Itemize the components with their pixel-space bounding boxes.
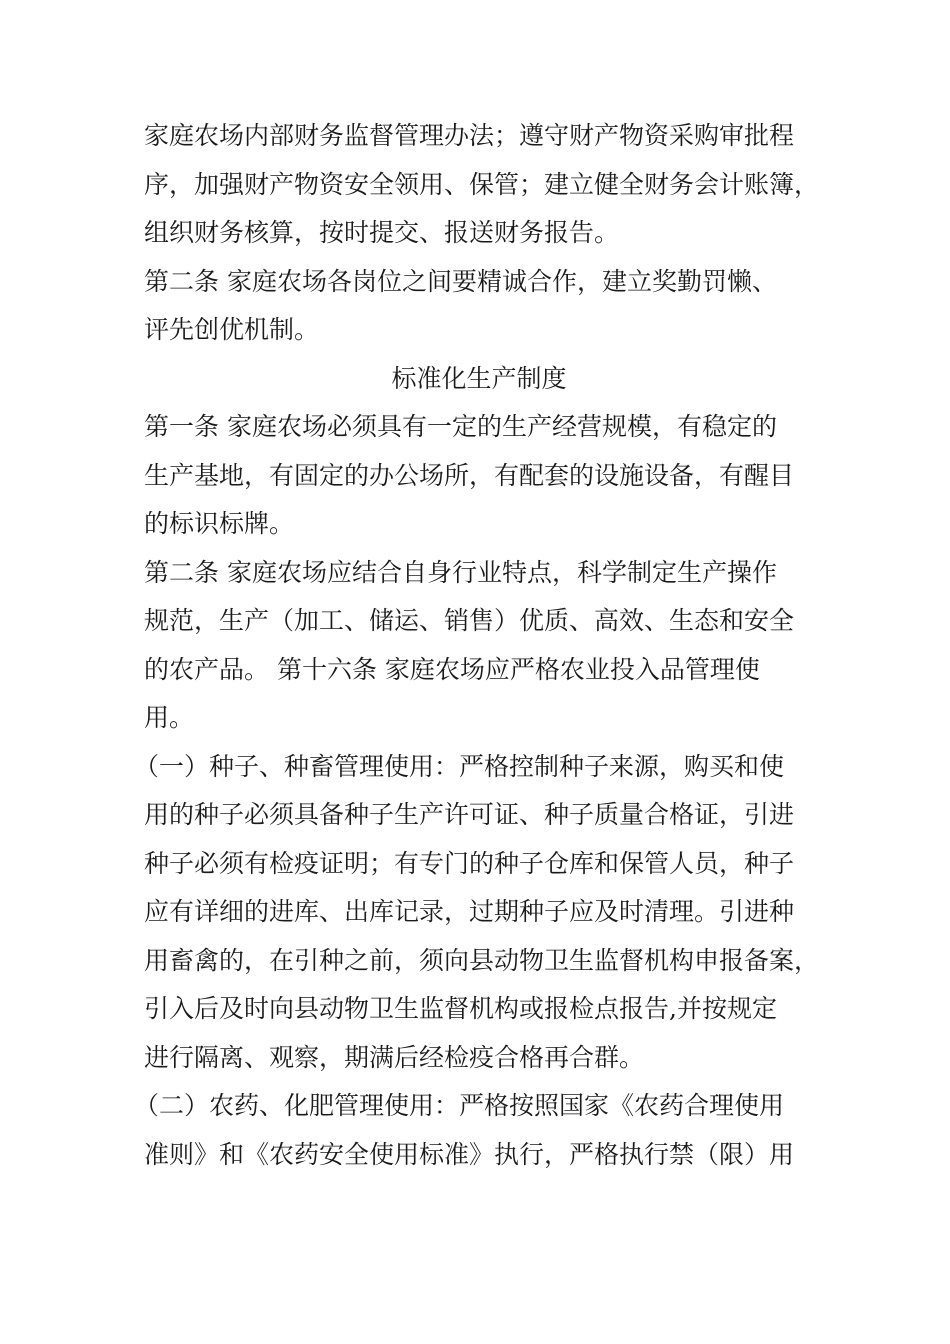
body-line: 家庭农场内部财务监督管理办法；遵守财产物资采购审批程 — [144, 121, 795, 150]
body-line: 规范，生产（加工、储运、销售）优质、高效、生态和安全 — [144, 606, 795, 635]
article-line: 第二条 家庭农场各岗位之间要精诚合作，建立奖勤罚懒、 — [144, 266, 777, 296]
body-line: 用畜禽的，在引种之前，须向县动物卫生监督机构申报备案， — [144, 945, 820, 975]
body-line: 种子必须有检疫证明；有专门的种子仓库和保管人员，种子 — [144, 848, 795, 878]
clause-line: （二）农药、化肥管理使用：严格按照国家《农药合理使用 — [134, 1091, 785, 1120]
article-line: 第一条 家庭农场必须具有一定的生产经营规模，有稳定的 — [144, 412, 777, 441]
body-line: 引入后及时向县动物卫生监督机构或报检点报告,并按规定 — [144, 994, 777, 1023]
body-line: 的标识标牌。 — [144, 509, 295, 538]
section-heading: 标准化生产制度 — [391, 363, 567, 393]
body-line: 准则》和《农药安全使用标准》执行，严格执行禁（限）用 — [144, 1139, 795, 1169]
body-line: 用。 — [144, 703, 195, 732]
body-line: 用的种子必须具备种子生产许可证、种子质量合格证，引进 — [144, 800, 795, 829]
article-line: 第二条 家庭农场应结合自身行业特点，科学制定生产操作 — [144, 557, 777, 587]
body-line: 应有详细的进库、出库记录，过期种子应及时清理。引进种 — [144, 897, 795, 926]
body-line: 组织财务核算，按时提交、报送财务报告。 — [144, 218, 620, 247]
body-line: 的农产品。 第十六条 家庭农场应严格农业投入品管理使 — [144, 654, 760, 684]
clause-line: （一）种子、种畜管理使用：严格控制种子来源，购买和使 — [134, 751, 785, 781]
document-body — [134, 112, 820, 1179]
body-line: 进行隔离、观察，期满后经检疫合格再合群。 — [144, 1042, 645, 1072]
body-line: 序，加强财产物资安全领用、保管；建立健全财务会计账簿， — [144, 169, 820, 199]
body-line: 评先创优机制。 — [144, 315, 320, 344]
body-line: 生产基地，有固定的办公场所，有配套的设施设备，有醒目 — [144, 460, 795, 490]
